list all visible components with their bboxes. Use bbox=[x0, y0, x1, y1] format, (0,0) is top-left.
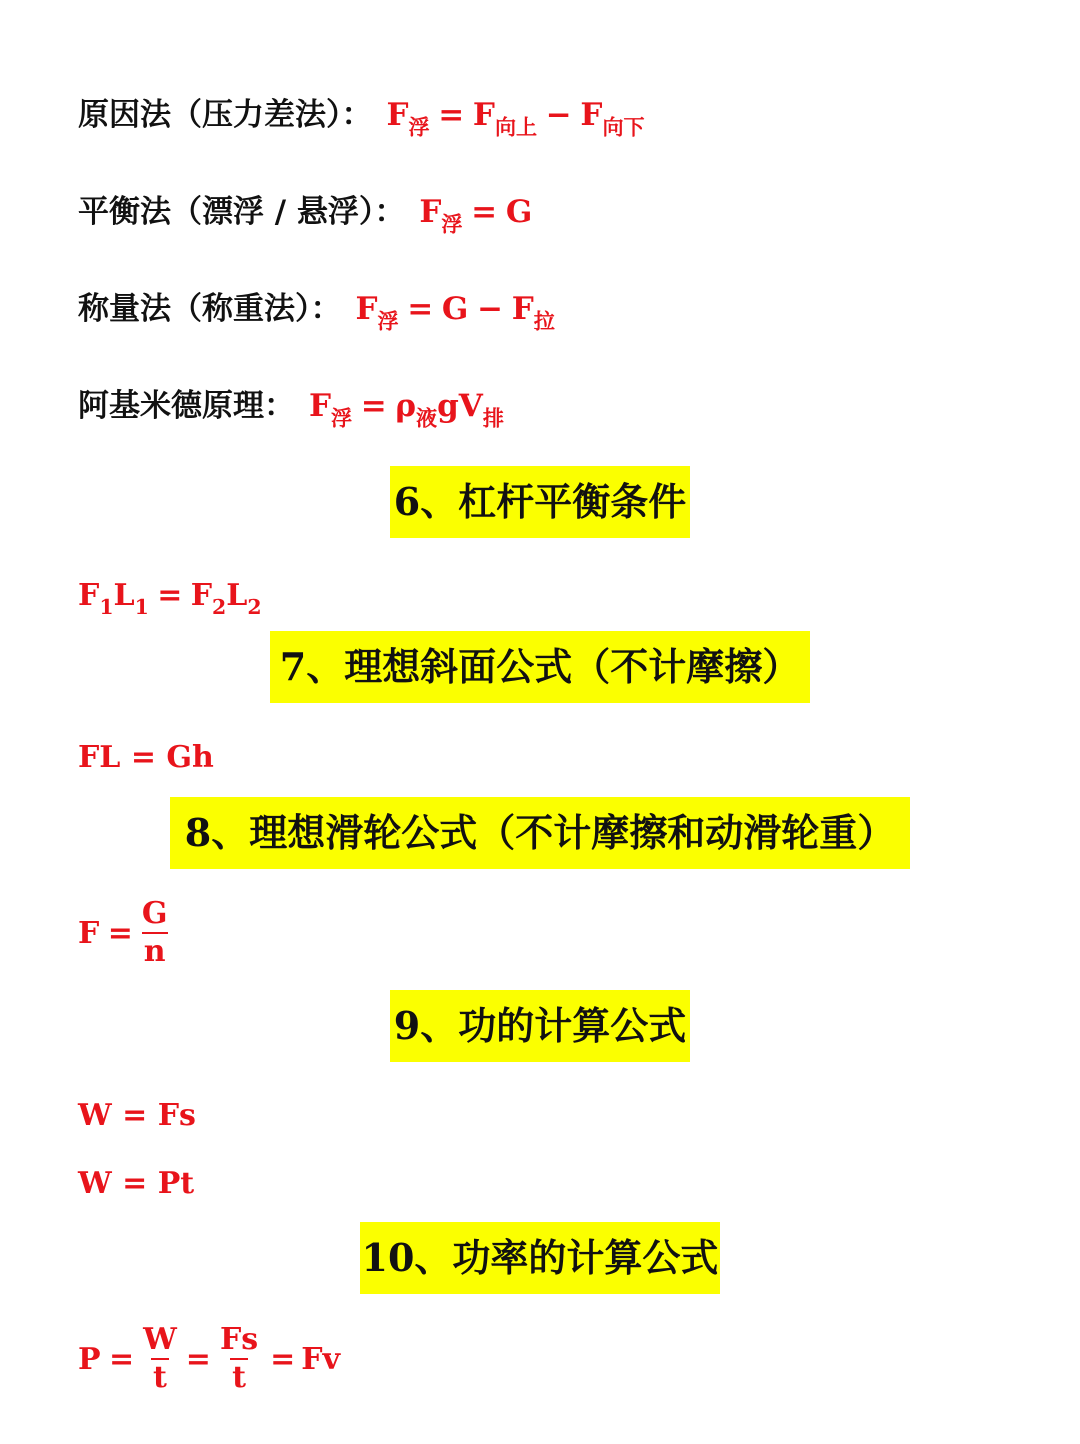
work-formula-force: W = Fs bbox=[78, 1098, 196, 1133]
section-heading-lever: 6、杠杆平衡条件 bbox=[390, 466, 690, 538]
power-formula: P = $\frac{W}{t}$ = $\frac{Fs}{t}$ = Fv bbox=[78, 1322, 341, 1395]
section-heading-work: 9、功的计算公式 bbox=[390, 990, 690, 1062]
section-heading-power: 10、功率的计算公式 bbox=[360, 1222, 720, 1294]
method-label: 原因法（压力差法）： bbox=[78, 97, 373, 133]
lever-formula: $F_1L_1 = F_2L_2$ bbox=[78, 578, 262, 620]
method-label: 称量法（称重法）： bbox=[78, 291, 342, 327]
pulley-formula: F = $\frac{G}{n}$ bbox=[78, 896, 168, 969]
buoyancy-formula: $F_浮 = G$ bbox=[419, 194, 533, 237]
section-heading-incline: 7、理想斜面公式（不计摩擦） bbox=[270, 631, 810, 703]
method-weighing bbox=[78, 289, 555, 334]
buoyancy-formula: $F_浮 = \rho_液gV_排$ bbox=[309, 388, 504, 431]
fraction: $\frac{Fs}{t}$ bbox=[219, 1322, 259, 1395]
method-archimedes bbox=[78, 386, 504, 431]
method-pressure-difference bbox=[78, 95, 645, 140]
work-formula-power: W = Pt bbox=[78, 1166, 195, 1201]
incline-formula: FL = Gh bbox=[78, 740, 214, 775]
section-heading-pulley: 8、理想滑轮公式（不计摩擦和动滑轮重） bbox=[170, 797, 910, 869]
method-label: 阿基米德原理： bbox=[78, 388, 295, 424]
method-label: 平衡法（漂浮 / 悬浮）： bbox=[78, 194, 406, 230]
buoyancy-formula: $F_浮 = G - F_拉$ bbox=[355, 291, 555, 334]
buoyancy-formula: $F_浮 = F_{向上} - F_{向下}$ bbox=[386, 97, 645, 140]
fraction: $\frac{W}{t}$ bbox=[143, 1322, 177, 1395]
method-balance bbox=[78, 192, 533, 237]
fraction: $\frac{G}{n}$ bbox=[141, 896, 168, 969]
